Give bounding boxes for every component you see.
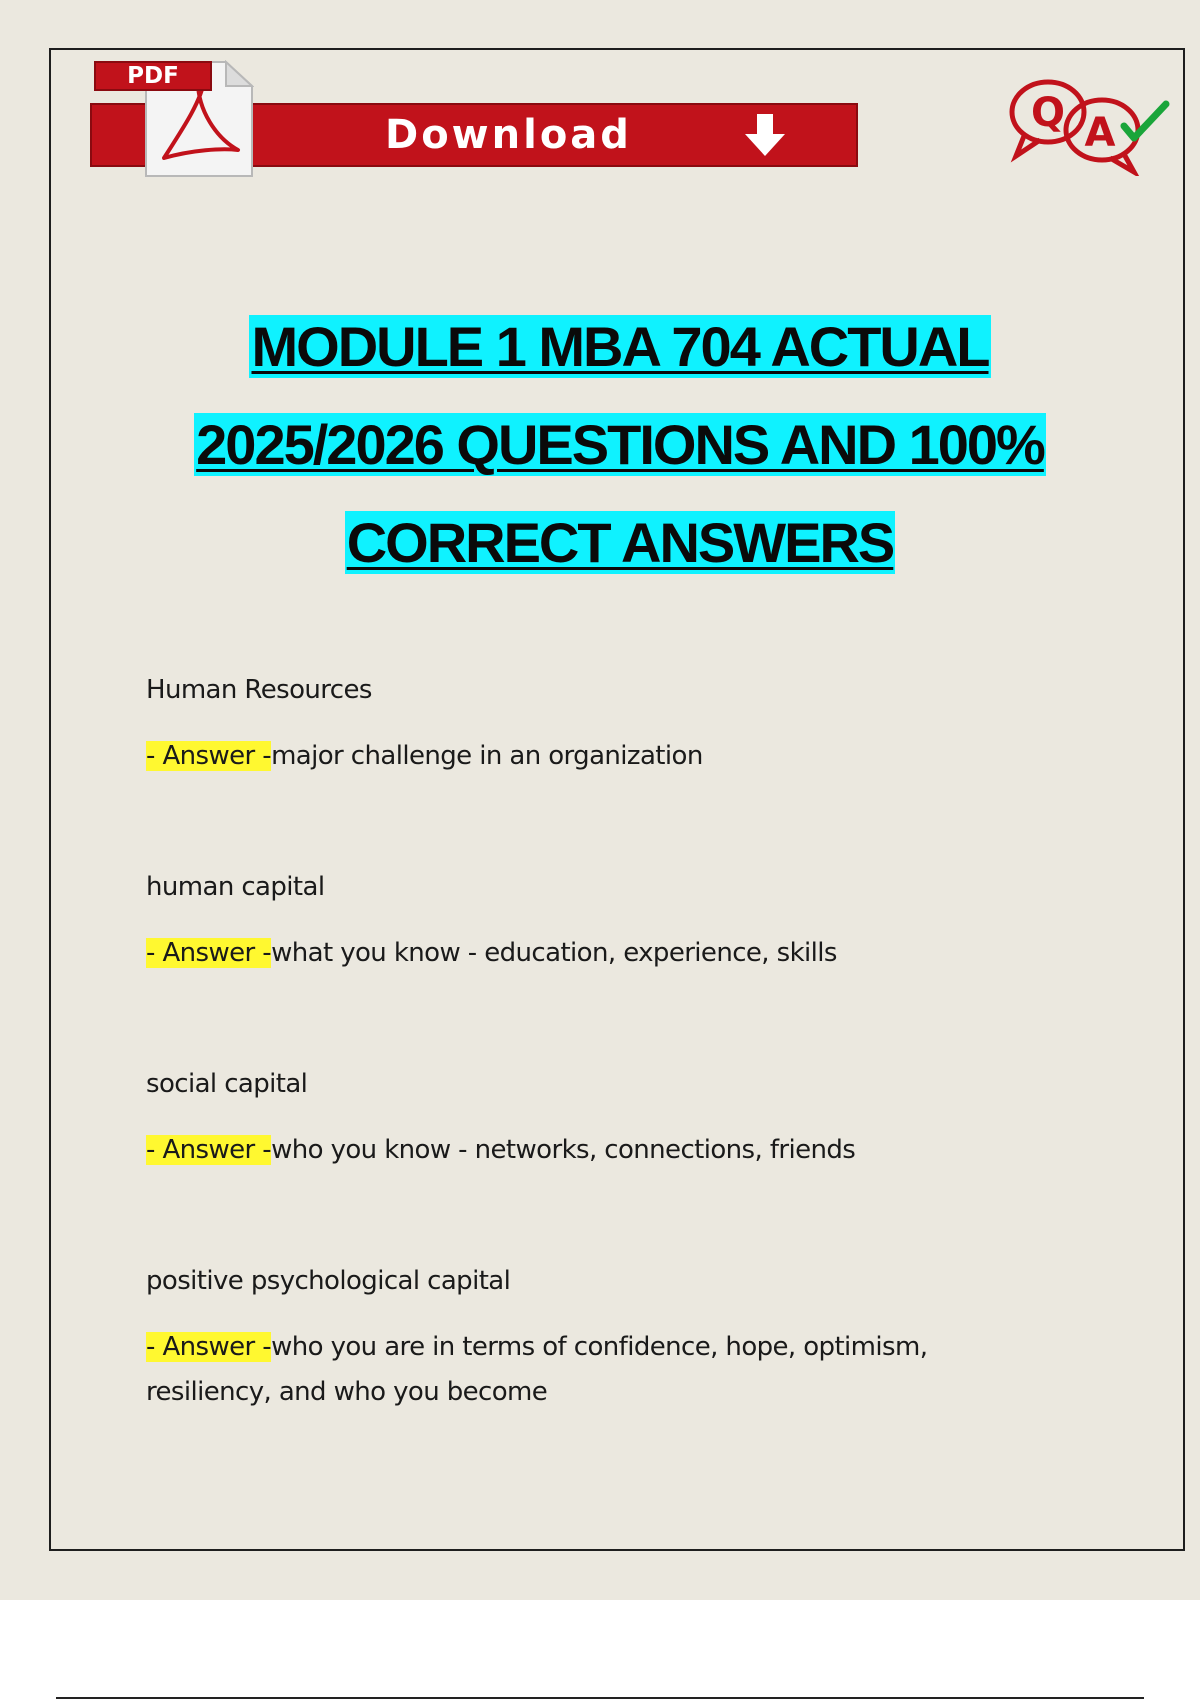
title-line: 2025/2026 QUESTIONS AND 100% — [196, 413, 1044, 476]
title-line: MODULE 1 MBA 704 ACTUAL — [251, 315, 989, 378]
qa-list — [146, 668, 1046, 1456]
qa-item — [146, 668, 1046, 865]
title-line: CORRECT ANSWERS — [346, 511, 894, 574]
question-text: positive psychological capital — [146, 1266, 511, 1296]
question-text: human capital — [146, 872, 325, 902]
answer-body: what you know - education, experience, skills — [271, 938, 837, 968]
answer-body: who you know - networks, connections, friends — [271, 1135, 856, 1165]
answer-prefix: - Answer - — [146, 1135, 272, 1165]
pdf-download-banner[interactable] — [90, 58, 860, 178]
download-arrow-icon — [740, 112, 790, 158]
answer-text — [146, 1325, 1016, 1415]
answer-prefix: - Answer - — [146, 938, 272, 968]
qa-item — [146, 865, 1046, 1062]
answer-text — [146, 931, 1016, 976]
pdf-tab-label: PDF — [94, 61, 212, 91]
answer-body: major challenge in an organization — [271, 741, 703, 771]
answer-body: who you are in terms of confidence, hope, optimism, resiliency, and who you become — [146, 1332, 928, 1407]
footer-divider — [56, 1697, 1144, 1699]
question-text: Human Resources — [146, 675, 372, 705]
question-text: social capital — [146, 1069, 308, 1099]
download-label: Download — [385, 112, 632, 158]
qa-item — [146, 1062, 1046, 1259]
answer-prefix: - Answer - — [146, 741, 272, 771]
document-title — [60, 298, 1180, 592]
answer-text — [146, 1128, 1016, 1173]
question-answer-logo — [1006, 76, 1172, 176]
qa-item — [146, 1259, 1046, 1456]
qa-logo-a: A — [1084, 110, 1116, 156]
answer-prefix: - Answer - — [146, 1332, 272, 1362]
qa-logo-q: Q — [1030, 90, 1066, 136]
answer-text — [146, 734, 1016, 779]
